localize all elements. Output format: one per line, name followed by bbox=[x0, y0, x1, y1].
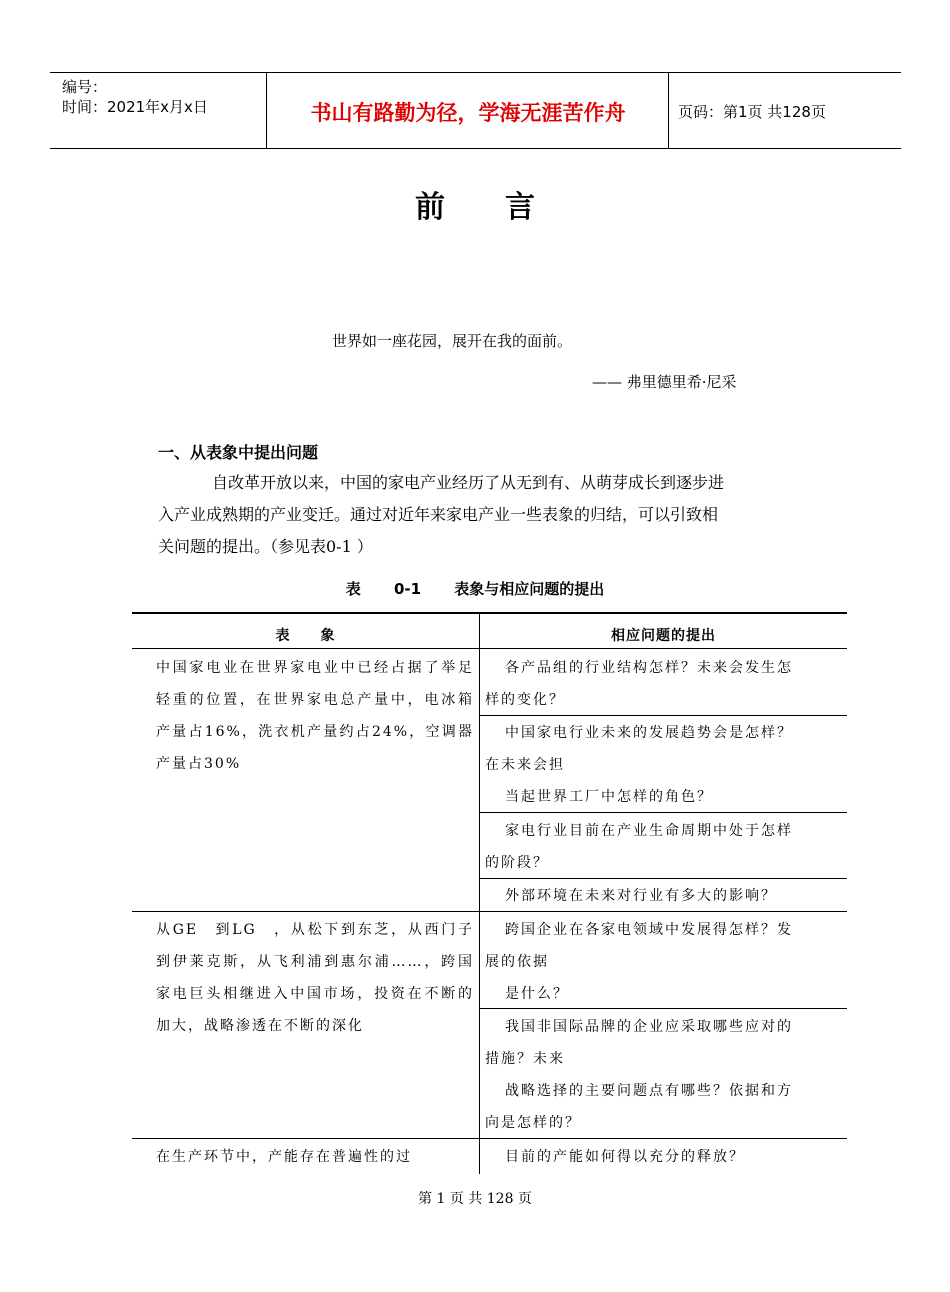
table-cell-phenomenon: 中国家电业在世界家电业中已经占据了举足轻重的位置，在世界家电总产量中，电冰箱产量占16%，洗衣机产量约占24%，空调器产量占30% bbox=[156, 660, 474, 772]
epigraph-text: 世界如一座花园，展开在我的面前。 bbox=[332, 332, 573, 350]
epigraph-author: —— 弗里德里希·尼采 bbox=[592, 373, 737, 391]
question-line: 跨国企业在各家电领域中发展得怎样？发 bbox=[505, 922, 793, 938]
page-header bbox=[50, 72, 901, 149]
header-motto: 书山有路勤为径，学海无涯苦作舟 bbox=[310, 101, 626, 125]
paragraph-line: 自改革开放以来，中国的家电产业经历了从无到有、从萌芽成长到逐步进 bbox=[212, 473, 725, 492]
question-line: 在未来会担 bbox=[485, 757, 565, 773]
table-top-rule bbox=[132, 612, 847, 614]
table-cell-phenomenon: 从GE 到LG ，从松下到东芝，从西门子到伊莱克斯，从飞利浦到惠尔浦……，跨国家电巨头相继进入中国市场，投资在不断的加大，战略渗透在不断的深化 bbox=[156, 922, 474, 1034]
question-line: 家电行业目前在产业生命周期中处于怎样 bbox=[505, 823, 793, 839]
table-cell-phenomenon: 在生产环节中，产能存在普遍性的过 bbox=[156, 1149, 412, 1165]
page-footer: 第 1 页 共 128 页 bbox=[418, 1191, 532, 1207]
table-cell-rule bbox=[479, 878, 847, 879]
table-cell-rule bbox=[479, 1008, 847, 1009]
question-line: 各产品组的行业结构怎样？未来会发生怎 bbox=[505, 660, 793, 676]
question-line: 目前的产能如何得以充分的释放？ bbox=[505, 1149, 745, 1165]
question-line: 措施？未来 bbox=[485, 1051, 565, 1067]
table-cell-question bbox=[485, 1141, 845, 1173]
question-line: 外部环境在未来对行业有多大的影响？ bbox=[505, 888, 777, 904]
question-line: 是什么？ bbox=[505, 986, 569, 1002]
table-row-rule bbox=[132, 911, 847, 912]
header-page-info: 页码：第1页 共128页 bbox=[678, 103, 826, 121]
table-column-divider bbox=[479, 614, 480, 1174]
question-line: 样的变化？ bbox=[485, 692, 565, 708]
table-cell-question bbox=[485, 1011, 845, 1139]
table-caption-number: 0-1 bbox=[393, 580, 422, 598]
header-divider bbox=[668, 73, 669, 148]
table-cell-rule bbox=[479, 812, 847, 813]
intro-paragraph bbox=[158, 467, 808, 563]
header-meta bbox=[62, 77, 208, 117]
question-line: 向是怎样的？ bbox=[485, 1115, 581, 1131]
header-divider bbox=[266, 73, 267, 148]
page-title: 前言 bbox=[415, 190, 595, 225]
question-line: 中国家电行业未来的发展趋势会是怎样？ bbox=[505, 725, 793, 741]
table-caption-title: 表象与相应问题的提出 bbox=[454, 580, 605, 598]
table-cell-question bbox=[485, 652, 845, 716]
document-time-label: 时间：2021年x月x日 bbox=[62, 98, 208, 116]
paragraph-line: 关问题的提出。（参见表0-1 ） bbox=[158, 537, 373, 556]
phenomena-table bbox=[132, 612, 847, 1172]
table-caption bbox=[0, 578, 950, 599]
table-header-phenomenon: 表 象 bbox=[275, 628, 336, 644]
table-cell-question bbox=[485, 717, 845, 813]
table-caption-prefix: 表 bbox=[345, 580, 361, 598]
table-cell-question bbox=[485, 880, 845, 912]
question-line: 当起世界工厂中怎样的角色？ bbox=[505, 789, 713, 805]
table-cell-rule bbox=[479, 715, 847, 716]
question-line: 的阶段？ bbox=[485, 855, 549, 871]
question-line: 展的依据 bbox=[485, 954, 549, 970]
table-header-questions: 相应问题的提出 bbox=[611, 628, 716, 644]
question-line: 我国非国际品牌的企业应采取哪些应对的 bbox=[505, 1019, 793, 1035]
paragraph-line: 入产业成熟期的产业变迁。通过对近年来家电产业一些表象的归结，可以引致相 bbox=[158, 505, 719, 524]
table-cell-question bbox=[485, 815, 845, 879]
section-heading: 一、从表象中提出问题 bbox=[158, 443, 319, 462]
table-header-rule bbox=[132, 648, 847, 649]
table-row-rule bbox=[132, 1138, 847, 1139]
table-cell-question bbox=[485, 914, 845, 1010]
document-number-label: 编号： bbox=[62, 78, 108, 96]
question-line: 战略选择的主要问题点有哪些？依据和方 bbox=[505, 1083, 793, 1099]
